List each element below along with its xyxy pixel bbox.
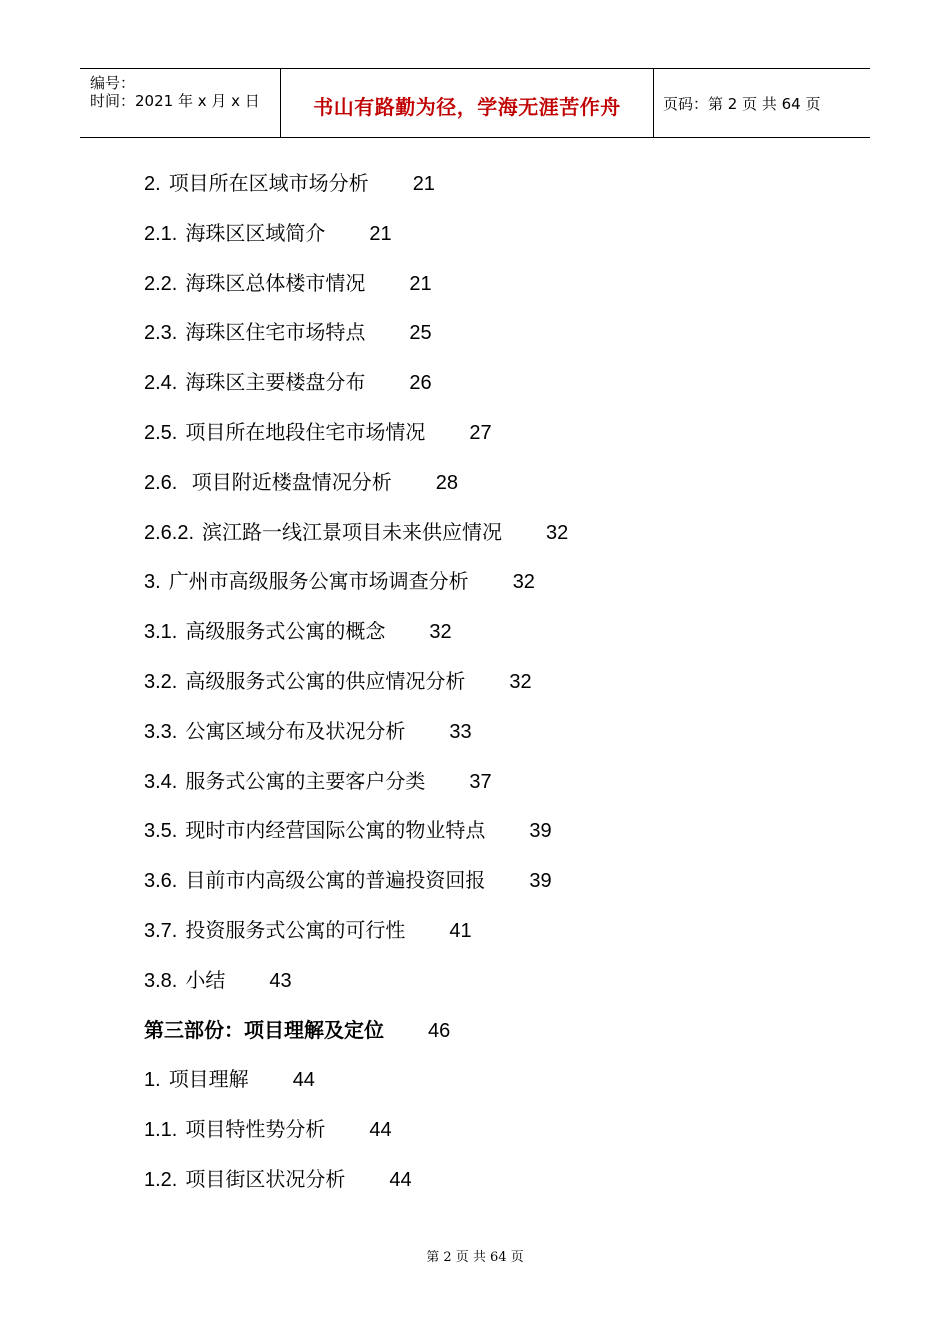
toc-entry-title: 目前市内高级公寓的普遍投资回报: [185, 868, 486, 893]
toc-entry-page: 44: [292, 1069, 315, 1092]
toc-entry-number: 3.3.: [144, 720, 178, 743]
toc-entry-title: 高级服务式公寓的概念: [185, 619, 386, 644]
toc-entry[interactable]: [144, 315, 568, 365]
page-header: [80, 68, 870, 138]
toc-entry-title: 滨江路一线江景项目未来供应情况: [202, 519, 503, 544]
page-info-text: 页码：第 2 页 共 64 页: [663, 94, 821, 113]
toc-entry-page: 26: [409, 372, 432, 395]
toc-entry[interactable]: [144, 266, 568, 316]
toc-entry-page: 44: [389, 1168, 412, 1191]
toc-entry-title: 项目理解: [168, 1067, 249, 1092]
toc-entry-page: 21: [369, 222, 392, 245]
toc-entry[interactable]: [144, 813, 568, 863]
header-page-info: [654, 69, 870, 137]
toc-entry[interactable]: [144, 614, 568, 664]
toc-entry-page: 44: [369, 1119, 392, 1142]
toc-entry-title: 服务式公寓的主要客户分类: [185, 768, 426, 793]
toc-entry[interactable]: [144, 564, 568, 614]
toc-entry[interactable]: [144, 714, 568, 764]
toc-entry-number: 2.2.: [144, 272, 178, 295]
toc-entry-number: 3.5.: [144, 820, 178, 843]
toc-entry-number: 2.: [144, 173, 161, 195]
toc-entry-page: 25: [409, 322, 432, 345]
toc-entry-number: 3.8.: [144, 969, 178, 992]
toc-entry-page: 39: [529, 870, 552, 893]
motto-text: 书山有路勤为径，学海无涯苦作舟: [313, 94, 621, 119]
toc-entry-number: 1.2.: [144, 1168, 178, 1191]
toc-entry-number: 2.6.: [144, 471, 178, 494]
toc-entry[interactable]: [144, 963, 568, 1013]
toc-entry[interactable]: [144, 863, 568, 913]
toc-entry-page: 37: [469, 770, 492, 793]
page-footer: [0, 1246, 950, 1265]
toc-entry-number: 2.3.: [144, 322, 178, 345]
toc-entry-page: 32: [429, 621, 452, 644]
toc-entry-page: 27: [469, 421, 492, 444]
toc-entry-page: 28: [435, 471, 458, 494]
toc-entry-number: 2.4.: [144, 372, 178, 395]
toc-entry-number: 3.6.: [144, 870, 178, 893]
toc-entry-number: 3.1.: [144, 621, 178, 644]
toc-entry[interactable]: [144, 365, 568, 415]
toc-entry-number: 3.7.: [144, 919, 178, 942]
toc-entry-page: 21: [409, 272, 432, 295]
header-meta: [80, 69, 281, 137]
toc-entry-page: 46: [428, 1019, 451, 1042]
toc-entry[interactable]: [144, 1112, 568, 1162]
toc-entry-title: 项目街区状况分析: [185, 1166, 346, 1191]
toc-entry[interactable]: [144, 216, 568, 266]
toc-entry-page: 32: [512, 571, 535, 594]
number-label: 编号：: [90, 74, 136, 92]
toc-entry-title: 项目所在区域市场分析: [168, 171, 369, 195]
toc-entry-page: 41: [449, 919, 472, 942]
toc-entry[interactable]: [144, 166, 568, 216]
toc-entry-number: 2.5.: [144, 421, 178, 444]
toc-entry-title: 小结: [185, 967, 226, 992]
toc-entry-title: 投资服务式公寓的可行性: [185, 917, 406, 942]
toc-entry-number: 3.4.: [144, 770, 178, 793]
toc-entry-title: 高级服务式公寓的供应情况分析: [185, 668, 466, 693]
header-motto-cell: [281, 69, 654, 137]
toc-entry-number: 2.1.: [144, 222, 178, 245]
toc-entry[interactable]: [144, 1162, 568, 1212]
toc-entry[interactable]: [144, 664, 568, 714]
toc-entry-page: 32: [546, 521, 569, 544]
toc-entry-title: 海珠区区域简介: [185, 220, 326, 245]
toc-entry-title: 项目附近楼盘情况分析: [185, 469, 392, 494]
toc-entry[interactable]: [144, 913, 568, 963]
toc-entry[interactable]: [144, 415, 568, 465]
toc-entry-page: 32: [509, 670, 532, 693]
toc-entry-number: 1.1.: [144, 1119, 178, 1142]
toc-entry-page: 21: [412, 173, 435, 195]
toc-entry-title: 海珠区主要楼盘分布: [185, 370, 366, 395]
toc-entry-number: 2.6.2.: [144, 521, 195, 544]
table-of-contents: [144, 166, 568, 1212]
toc-entry-page: 39: [529, 820, 552, 843]
toc-entry-title: 海珠区住宅市场特点: [185, 320, 366, 345]
toc-entry-number: 1.: [144, 1069, 161, 1092]
toc-entry[interactable]: [144, 465, 568, 515]
toc-entry[interactable]: [144, 764, 568, 814]
toc-entry-page: 43: [269, 969, 292, 992]
toc-entry-title: 项目特性势分析: [185, 1117, 326, 1142]
toc-entry-title: 现时市内经营国际公寓的物业特点: [185, 818, 486, 843]
toc-entry-title: 第三部份：项目理解及定位: [144, 1017, 384, 1042]
toc-entry-title: 广州市高级服务公寓市场调查分析: [168, 569, 469, 594]
time-label: 时间：2021 年 x 月 x 日: [90, 92, 260, 110]
toc-entry-number: 3.2.: [144, 670, 178, 693]
toc-entry-page: 33: [449, 720, 472, 743]
toc-entry-title: 项目所在地段住宅市场情况: [185, 419, 426, 444]
toc-entry[interactable]: [144, 1013, 568, 1063]
toc-entry-title: 海珠区总体楼市情况: [185, 270, 366, 295]
footer-page-label: 第 2 页 共 64 页: [426, 1250, 524, 1265]
toc-entry[interactable]: [144, 515, 568, 565]
toc-entry-number: 3.: [144, 571, 161, 594]
toc-entry-title: 公寓区域分布及状况分析: [185, 718, 406, 743]
toc-entry[interactable]: [144, 1062, 568, 1112]
